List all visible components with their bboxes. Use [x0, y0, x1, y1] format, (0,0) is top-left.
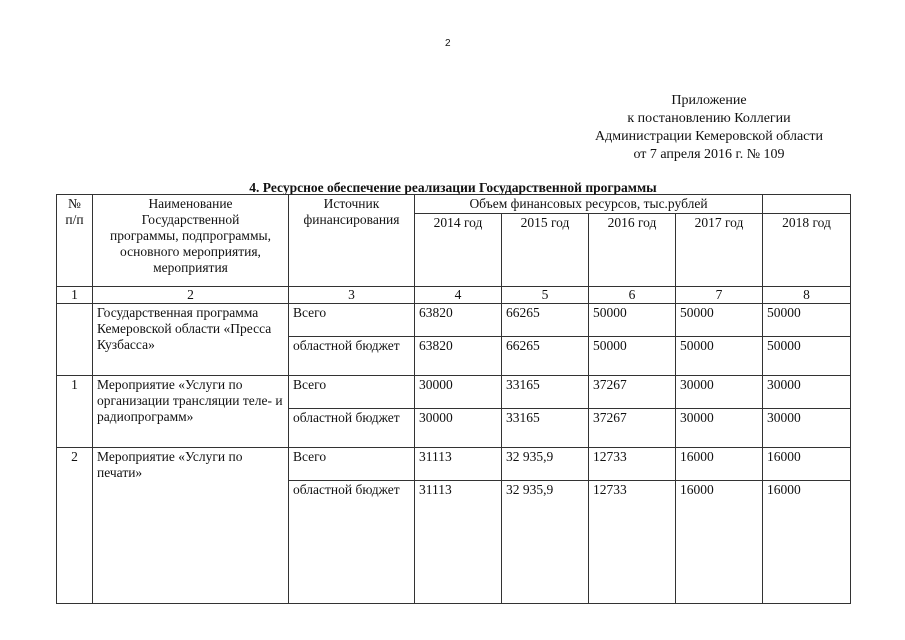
row-value: 16000: [763, 448, 851, 481]
column-number: 1: [57, 287, 93, 304]
header-volume: Объем финансовых ресурсов, тыс.рублей: [415, 195, 763, 214]
appendix-line: Администрации Кемеровской области: [595, 129, 823, 144]
header-year: 2015 год: [502, 214, 589, 287]
row-value: 50000: [589, 337, 676, 376]
resource-table: [56, 194, 851, 604]
row-value: 16000: [676, 448, 763, 481]
column-number: 6: [589, 287, 676, 304]
appendix-line: к постановлению Коллегии: [627, 111, 791, 126]
row-value: 50000: [589, 304, 676, 337]
column-number: 5: [502, 287, 589, 304]
row-value: 30000: [763, 376, 851, 409]
table-row: [57, 304, 851, 337]
row-value: 32 935,9: [502, 481, 589, 604]
row-value: 63820: [415, 337, 502, 376]
header-year: 2016 год: [589, 214, 676, 287]
section-heading: 4. Ресурсное обеспечение реализации Государственной программы: [249, 180, 657, 195]
row-value: 31113: [415, 481, 502, 604]
row-number: [57, 304, 93, 376]
row-value: 66265: [502, 337, 589, 376]
header-year: 2014 год: [415, 214, 502, 287]
column-number: 2: [93, 287, 289, 304]
row-value: 66265: [502, 304, 589, 337]
row-value: 12733: [589, 481, 676, 604]
row-source: Всего: [289, 376, 415, 409]
row-value: 63820: [415, 304, 502, 337]
header-year: 2017 год: [676, 214, 763, 287]
column-number: 3: [289, 287, 415, 304]
row-value: 50000: [676, 337, 763, 376]
page-number: 2: [445, 38, 451, 49]
row-value: 33165: [502, 376, 589, 409]
row-source: Всего: [289, 448, 415, 481]
row-value: 32 935,9: [502, 448, 589, 481]
table-header-row: [57, 195, 851, 214]
table-row: [57, 376, 851, 409]
row-value: 30000: [415, 376, 502, 409]
row-source: Всего: [289, 304, 415, 337]
row-value: 50000: [763, 337, 851, 376]
appendix-line: Приложение: [671, 93, 747, 108]
row-source: областной бюджет: [289, 409, 415, 448]
row-value: 30000: [763, 409, 851, 448]
column-number: 8: [763, 287, 851, 304]
row-name: Мероприятие «Услуги по печати»: [93, 448, 289, 604]
column-number: 4: [415, 287, 502, 304]
appendix-line: от 7 апреля 2016 г. № 109: [633, 147, 785, 162]
row-value: 50000: [676, 304, 763, 337]
column-number: 7: [676, 287, 763, 304]
row-value: 30000: [676, 376, 763, 409]
header-no: № п/п: [57, 195, 93, 287]
appendix-note: [569, 92, 849, 164]
row-value: 37267: [589, 376, 676, 409]
row-value: 37267: [589, 409, 676, 448]
row-source: областной бюджет: [289, 481, 415, 604]
header-year: 2018 год: [763, 214, 851, 287]
row-value: 31113: [415, 448, 502, 481]
row-number: 1: [57, 376, 93, 448]
table-row: [57, 448, 851, 481]
row-number: 2: [57, 448, 93, 604]
row-source: областной бюджет: [289, 337, 415, 376]
row-value: 16000: [763, 481, 851, 604]
row-value: 30000: [415, 409, 502, 448]
row-name: Мероприятие «Услуги по организации трансляции теле- и радиопрограмм»: [93, 376, 289, 448]
row-name: Государственная программа Кемеровской области «Пресса Кузбасса»: [93, 304, 289, 376]
row-value: 12733: [589, 448, 676, 481]
header-source: Источник финансирования: [289, 195, 415, 287]
header-name: Наименование Государственной программы, подпрограммы, основного мероприятия, мероприятия: [93, 195, 289, 287]
row-value: 30000: [676, 409, 763, 448]
row-value: 33165: [502, 409, 589, 448]
row-value: 16000: [676, 481, 763, 604]
column-number-row: [57, 287, 851, 304]
row-value: 50000: [763, 304, 851, 337]
header-empty-cell: [763, 195, 851, 214]
